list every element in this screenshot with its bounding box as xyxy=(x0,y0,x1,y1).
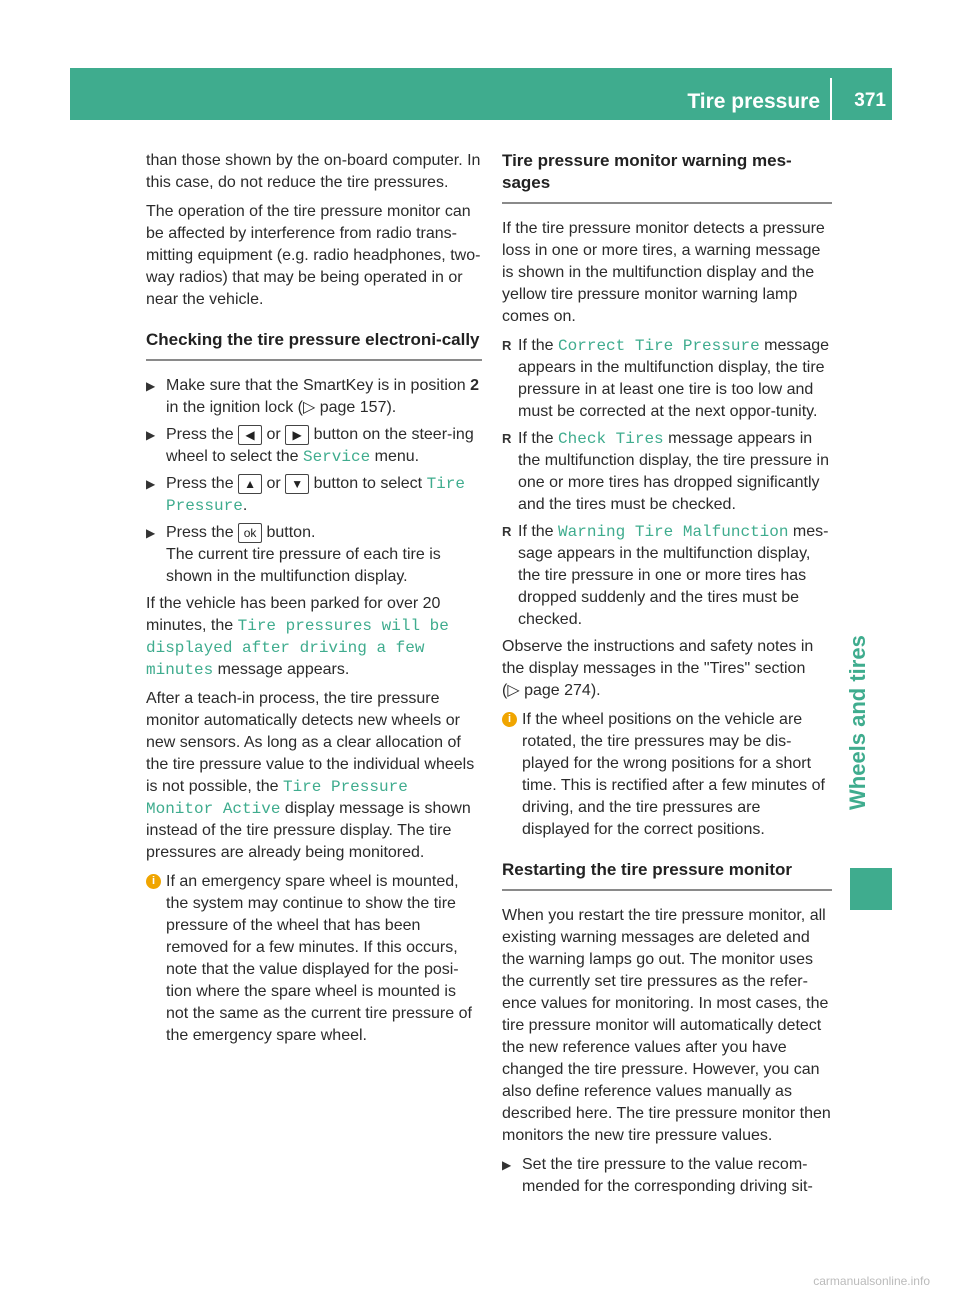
step-text: Set the tire pressure to the value recom-mended for the corresponding driving sit- xyxy=(522,1156,813,1195)
paragraph: If the tire pressure monitor detects a pressure loss in one or more tires, a warning message is shown in the multifunction display and the yellow tire pressure monitor warning lamp comes on. xyxy=(502,220,825,325)
paragraph-text: After a teach-in process, the tire pressure monitor automatically detects new wheels or new sensors. As long as a clear allocation of the tire pressure value to the individual wheels is not possible, the xyxy=(146,690,475,795)
paragraph xyxy=(146,688,482,864)
right-column xyxy=(502,150,832,1203)
paragraph-text: ). xyxy=(590,682,601,699)
display-message: Correct Tire Pressure xyxy=(558,337,760,355)
info-note xyxy=(146,871,482,1047)
step-emphasis: 2 xyxy=(470,377,480,394)
page-reference-icon: ▷ xyxy=(302,399,316,416)
info-text: If the wheel positions on the vehicle are rotated, the tire pressures may be dis-played for the wrong positions for a short time. This is rectified after a few minutes of driving, and the tire pressures are displayed for the correct positions. xyxy=(522,711,825,838)
step-text: . xyxy=(242,497,248,514)
left-arrow-key-icon: ◀ xyxy=(238,425,262,445)
left-column xyxy=(146,150,482,1054)
info-text: If an emergency spare wheel is mounted, the system may continue to show the tire pressure of the wheel that has been removed for a few minutes. If this occurs, note that the value displayed for the posi-tion where the spare wheel is mounted is not the same as the current tire pressure of the emergency spare wheel. xyxy=(166,873,472,1044)
step-item xyxy=(146,424,482,468)
step-text: button. xyxy=(262,524,316,541)
section-heading-warning-messages: Tire pressure monitor warning mes-sages xyxy=(502,150,832,204)
paragraph: When you restart the tire pressure monitor, all existing warning messages are deleted and the warning lamps go out. The monitor uses the currently set tire pressures as the refer-ence values for monitoring. In most cases, the tire pressure monitor will automatically detect the new reference values after you have changed the tire pressure. However, you can also define reference values manually as described here. The tire pressure monitor then monitors the new tire pressure values. xyxy=(502,907,831,1144)
step-text: button on the steer-ing wheel to select the xyxy=(166,426,474,465)
chapter-tab-marker xyxy=(850,868,892,910)
paragraph-text: display message is shown instead of the tire pressure display. The tire pressures are already being monitored. xyxy=(146,800,471,861)
list-item xyxy=(502,335,832,423)
paragraph-text: Observe the instructions and safety notes in the display messages in the "Tires" section ( xyxy=(502,638,814,699)
display-message: Tire Pressure xyxy=(166,475,465,515)
paragraph xyxy=(146,593,482,681)
header-divider xyxy=(830,78,832,120)
list-text: message appears in the multifunction display, the tire pressure in one or more tires has dropped significantly and the tires must be checked. xyxy=(518,430,829,513)
paragraph-text: message appears. xyxy=(213,661,350,678)
display-message: Tire Pressure Monitor Active xyxy=(146,778,408,818)
step-text: ). xyxy=(386,399,397,416)
step-item xyxy=(146,375,482,419)
right-arrow-key-icon: ▶ xyxy=(285,425,309,445)
list-text: If the xyxy=(518,337,559,354)
section-heading-restarting: Restarting the tire pressure monitor xyxy=(502,859,832,891)
display-message: Check Tires xyxy=(558,430,664,448)
step-text: or xyxy=(262,426,286,443)
footer-watermark: carmanualsonline.info xyxy=(813,1274,930,1288)
paragraph: The operation of the tire pressure monitor can be affected by interference from radio trans-mitting equipment (e.g. radio headphones, two-way radios) that may be being operated in or near the vehicle. xyxy=(146,203,481,308)
info-note xyxy=(502,709,832,841)
list-text: If the xyxy=(518,523,559,540)
list-text: If the xyxy=(518,430,559,447)
list-text: mes-sage appears in the multifunction display, the tire pressure in one or more tires has dropped suddenly and the tires must be checked. xyxy=(518,523,829,628)
page-number: 371 xyxy=(854,90,886,111)
section-heading-checking: Checking the tire pressure electroni-cally xyxy=(146,329,482,361)
step-text: Press the xyxy=(166,524,239,541)
step-item xyxy=(146,522,482,588)
header-bar xyxy=(70,68,892,120)
list-text: message appears in the multifunction display, the tire pressure in at least one tire is too low and must be corrected at the next oppor-tunity. xyxy=(518,337,830,420)
step-item xyxy=(146,473,482,517)
paragraph: than those shown by the on-board computer. In this case, do not reduce the tire pressures. xyxy=(146,152,481,191)
step-text: in the ignition lock ( xyxy=(166,399,303,416)
paragraph-text: If the vehicle has been parked for over 20 minutes, the xyxy=(146,595,441,634)
step-result: The current tire pressure of each tire is shown in the multifunction display. xyxy=(166,546,441,585)
display-message: Service xyxy=(302,448,371,466)
page-reference-link[interactable]: page 157 xyxy=(319,399,387,416)
step-text: menu. xyxy=(370,448,420,465)
page-reference-link[interactable]: page 274 xyxy=(524,682,591,699)
chapter-tab-label: Wheels and tires xyxy=(845,635,870,810)
list-item xyxy=(502,428,832,516)
display-message: Tire pressures will be displayed after driving a few minutes xyxy=(146,617,449,679)
info-icon: i xyxy=(146,874,161,889)
page-reference-icon: ▷ xyxy=(507,682,520,699)
paragraph xyxy=(502,636,832,702)
step-text: Press the xyxy=(166,475,239,492)
display-message: Warning Tire Malfunction xyxy=(558,523,789,541)
step-text: button to select xyxy=(309,475,427,492)
ok-key-icon: ok xyxy=(238,523,262,543)
up-arrow-key-icon: ▲ xyxy=(238,474,262,494)
step-text: Make sure that the SmartKey is in position xyxy=(166,377,471,394)
info-icon: i xyxy=(502,712,517,727)
list-item xyxy=(502,521,832,631)
step-text: or xyxy=(262,475,286,492)
step-item xyxy=(502,1154,832,1198)
down-arrow-key-icon: ▼ xyxy=(285,474,309,494)
step-text: Press the xyxy=(166,426,239,443)
section-title: Tire pressure xyxy=(687,90,820,113)
